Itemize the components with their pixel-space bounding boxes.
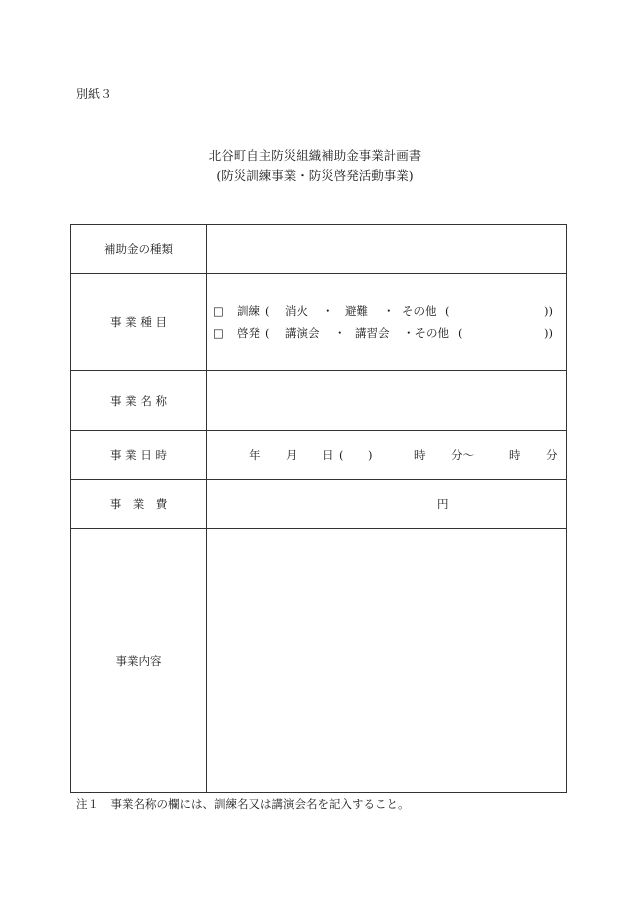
annex-label: 別紙３ [76,87,113,101]
hour-unit-start: 時 [414,448,426,462]
plan-form-table [70,224,567,793]
option-workshop: 講習会 [355,326,390,340]
option-other: その他 [402,304,437,318]
row-category [71,274,567,371]
paren-close: )) [544,326,553,340]
field-cost[interactable] [207,480,567,529]
paren-open: ( [265,326,270,340]
document-subtitle: (防災訓練事業・防災啓発活動事業) [216,168,414,183]
paren-close: )) [544,304,553,318]
separator: ・ [322,304,334,318]
row-subsidy-type [71,225,567,274]
row-name [71,371,567,431]
field-subsidy-type[interactable] [207,225,567,274]
category-training-line [207,300,566,322]
field-content[interactable] [207,529,567,793]
separator: ・ [334,326,346,340]
option-evacuation: 避難 [345,304,368,318]
label-cost: 事 業 費 [71,480,207,529]
separator: ・ [383,304,395,318]
category-awareness-line [207,322,566,344]
checkbox-awareness[interactable]: □ [213,326,224,340]
month-unit: 月 [286,448,298,462]
document-title: 北谷町自主防災組織補助金事業計画書 [208,148,422,163]
datetime-line [207,445,566,465]
option-lecture: 講演会 [285,326,320,340]
row-datetime [71,431,567,480]
weekday-paren-open: ( [339,448,344,462]
day-unit: 日 [322,448,334,462]
field-category [207,274,567,371]
label-content: 事業内容 [71,529,207,793]
label-category: 事 業 種 目 [71,274,207,371]
minute-unit-end: 分 [546,448,558,462]
weekday-paren-close: ) [368,448,373,462]
paren-open: ( [458,326,463,340]
field-name[interactable] [207,371,567,431]
paren-open: ( [445,304,450,318]
field-datetime[interactable] [207,431,567,480]
option-other-2: ・その他 [403,326,449,340]
year-unit: 年 [249,448,261,462]
footnote: 注１ 事業名称の欄には、訓練名又は講演会名を記入すること。 [76,797,410,811]
label-subsidy-type: 補助金の種類 [71,225,207,274]
row-cost [71,480,567,529]
minute-unit-start: 分〜 [451,448,474,462]
row-content [71,529,567,793]
hour-unit-end: 時 [509,448,521,462]
paren-open: ( [265,304,270,318]
yen-unit: 円 [437,497,449,511]
label-name: 事 業 名 称 [71,371,207,431]
checkbox-training[interactable]: □ [213,304,224,318]
option-training: 訓練 [237,304,260,318]
option-fire: 消火 [285,304,308,318]
cost-line [207,494,566,514]
label-datetime: 事 業 日 時 [71,431,207,480]
option-awareness: 啓発 [237,326,260,340]
